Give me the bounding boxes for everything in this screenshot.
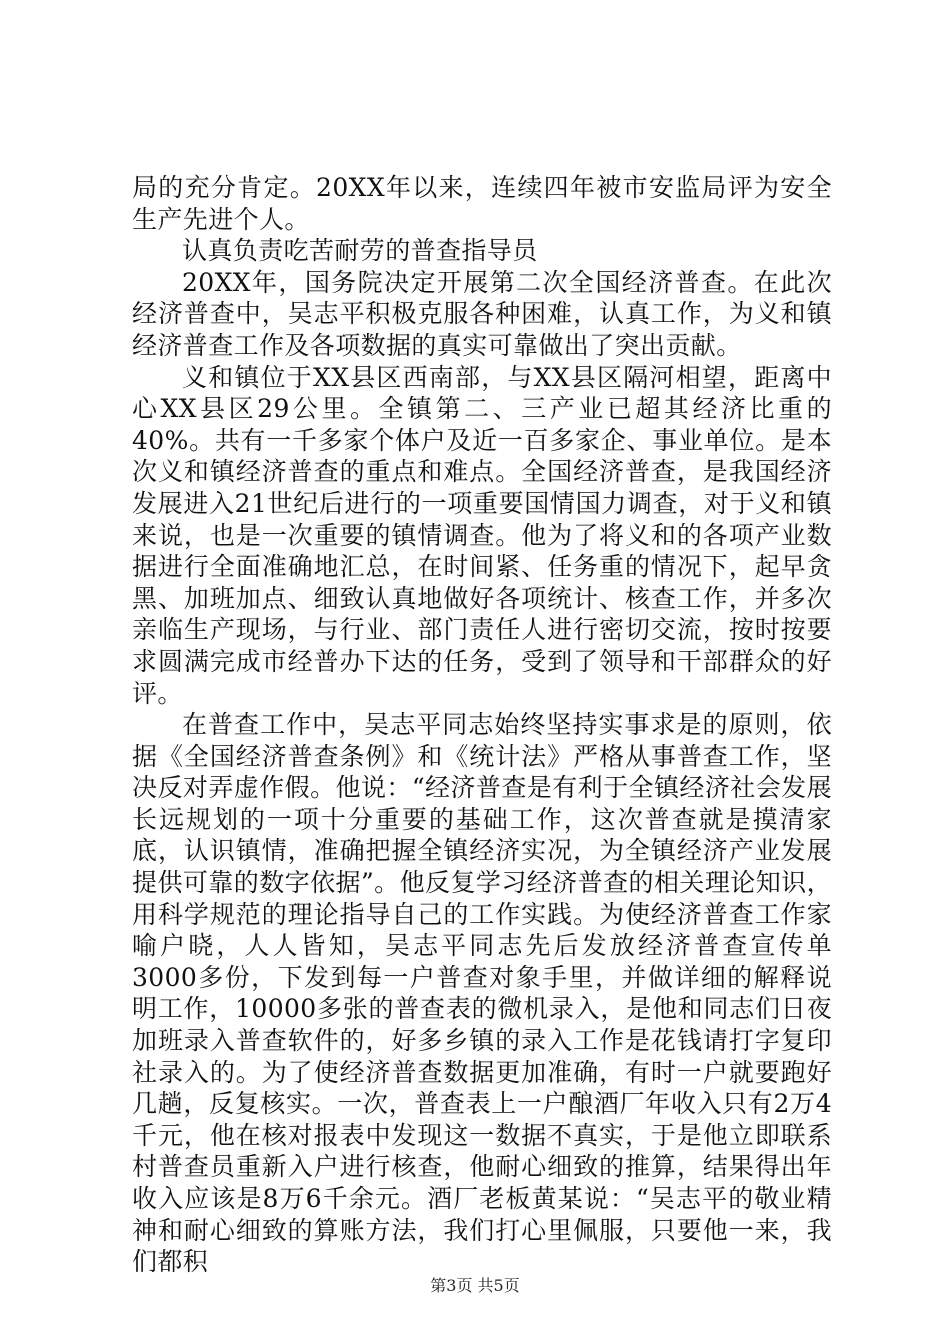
paragraph-census-intro: 20XX年，国务院决定开展第二次全国经济普查。在此次经济普查中，吴志平积极克服各种困难，认真工作，为义和镇经济普查工作及各项数据的真实可靠做出了突出贡献。 [132, 267, 832, 360]
paragraph-census-work: 在普查工作中，吴志平同志始终坚持实事求是的原则，依据《全国经济普查条例》和《统计法》严格从事普查工作，坚决反对弄虚作假。他说：“经济普查是有利于全镇经济社会发展长远规划的一项十分重要的基础工作，这次普查就是摸清家底，认识镇情，准确把握全镇经济实况，为全镇经济产业发展提供可靠的数字依据”。他反复学习经济普查的相关理论知识，用科学规范的理论指导自己的工作实践。为使经济普查工作家喻户晓，人人皆知，吴志平同志先后发放经济普查宣传单3000多份，下发到每一户普查对象手里，并做详细的解释说明工作，10000多张的普查表的微机录入，是他和同志们日夜加班录入普查软件的，好多乡镇的录入工作是花钱请打字复印社录入的。为了使经济普查数据更加准确，有时一户就要跑好几趟，反复核实。一次，普查表上一户酿酒厂年收入只有2万4千元，他在核对报表中发现这一数据不真实，于是他立即联系村普查员重新入户进行核查，他耐心细致的推算，结果得出年收入应该是8万6千余元。酒厂老板黄某说：“吴志平的敬业精神和耐心细致的算账方法，我们打心里佩服，只要他一来，我们都积 [132, 710, 832, 1277]
paragraph-continuation: 局的充分肯定。20XX年以来，连续四年被市安监局评为安全生产先进个人。 [132, 173, 832, 234]
paragraph-town-overview: 义和镇位于XX县区西南部，与XX县区隔河相望，距离中心XX县区29公里。全镇第二、三产业已超其经济比重的40%。共有一千多家个体户及近一百多家企、事业单位。是本次义和镇经济普查的重点和难点。全国经济普查，是我国经济发展进入21世纪后进行的一项重要国情国力调查，对于义和镇来说，也是一次重要的镇情调查。他为了将义和的各项产业数据进行全面准确地汇总，在时间紧、任务重的情况下，起早贪黑、加班加点、细致认真地做好各项统计、核查工作，并多次亲临生产现场，与行业、部门责任人进行密切交流，按时按要求圆满完成市经普办下达的任务，受到了领导和干部群众的好评。 [132, 362, 832, 708]
page-footer: 第3页 共5页 [430, 1276, 520, 1295]
section-heading: 认真负责吃苦耐劳的普查指导员 [182, 236, 538, 266]
document-body [132, 172, 832, 1278]
